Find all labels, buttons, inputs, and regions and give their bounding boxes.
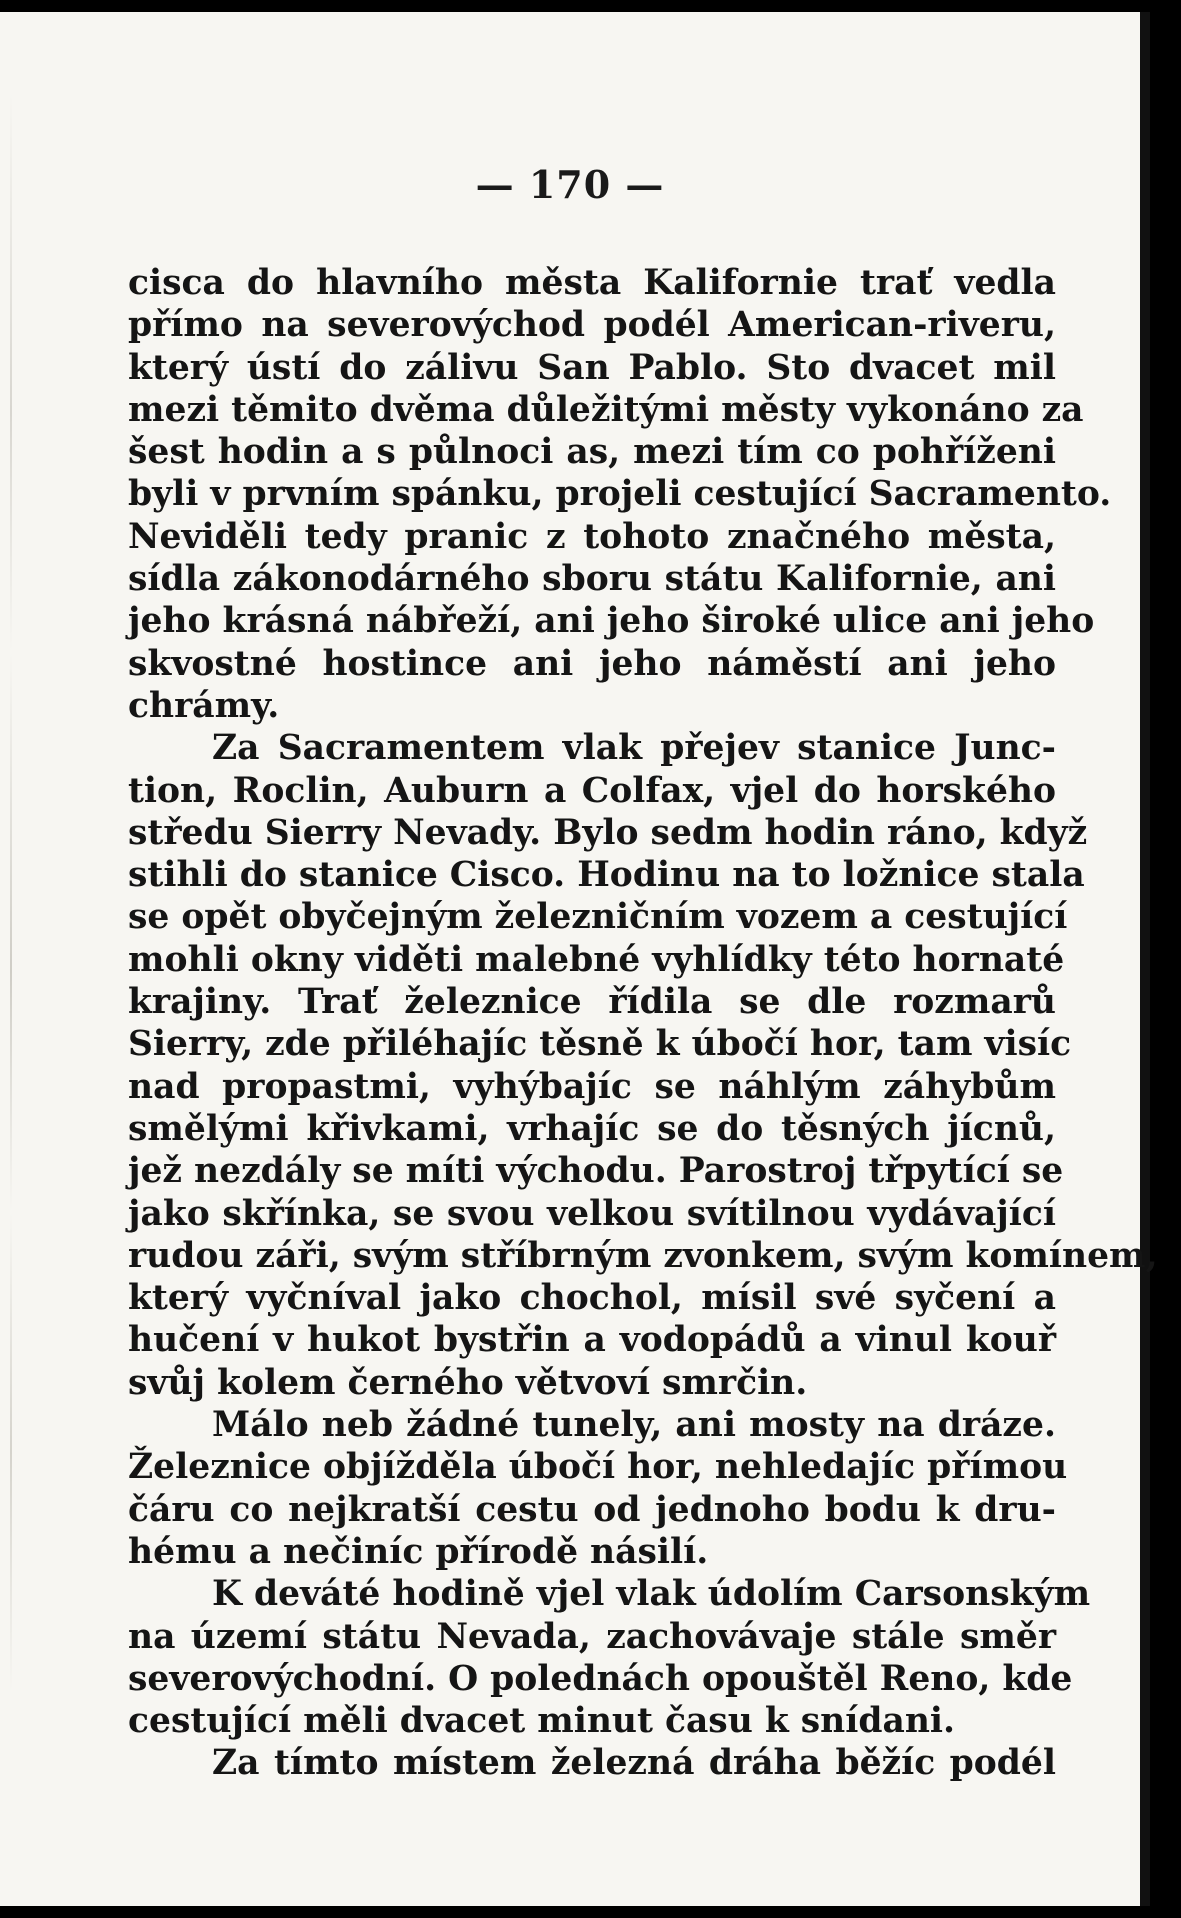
text-line: na území státu Nevada, zachovávaje stále směr xyxy=(128,1616,1056,1657)
text-line: krajiny. Trať železnice řídila se dle rozmarů xyxy=(128,982,1056,1023)
text-line: svůj kolem černého větvoví smrčin. xyxy=(128,1362,808,1403)
text-line: hučení v hukot bystřin a vodopádů a vinul kouř xyxy=(128,1320,1056,1361)
text-line: čáru co nejkratší cestu od jednoho bodu k dru- xyxy=(128,1489,1056,1530)
page-number: — 170 — xyxy=(475,162,665,207)
text-line: chrámy. xyxy=(128,685,280,726)
text-line: mohli okny viděti malebné vyhlídky této hornaté xyxy=(128,939,1065,980)
text-line: středu Sierry Nevady. Bylo sedm hodin ráno, když xyxy=(128,812,1088,853)
text-line: byli v prvním spánku, projeli cestující Sacramento. xyxy=(128,474,1112,515)
text-line: šest hodin a s půlnoci as, mezi tím co pohříženi xyxy=(128,432,1056,473)
text-line: smělými křivkami, vrhajíc se do těsných jícnů, xyxy=(128,1108,1056,1149)
text-line: hému a nečiníc přírodě násilí. xyxy=(128,1531,709,1572)
text-line: jež nezdály se míti východu. Parostroj třpytící se xyxy=(128,1151,1064,1192)
text-line: tion, Roclin, Auburn a Colfax, vjel do horského xyxy=(128,770,1056,811)
text-line: cestující měli dvacet minut času k snídani. xyxy=(128,1701,956,1742)
text-line: jeho krásná nábřeží, ani jeho široké ulice ani jeho xyxy=(128,601,1095,642)
text-line: který vyčníval jako chochol, mísil své syčení a xyxy=(128,1278,1056,1319)
text-line: který ústí do zálivu San Pablo. Sto dvacet mil xyxy=(128,347,1056,388)
text-line: přímo na severovýchod podél American-riveru, xyxy=(128,305,1056,346)
book-page xyxy=(0,12,1158,1906)
text-line: mezi těmito dvěma důležitými městy vykonáno za xyxy=(128,389,1084,430)
paragraph-3 xyxy=(128,1404,1068,1573)
paragraph-4 xyxy=(128,1573,1091,1742)
text-line: Sierry, zde přiléhajíc těsně k úbočí hor, tam visíc xyxy=(128,1024,1072,1065)
text-line: rudou záři, svým stříbrným zvonkem, svým komínem, xyxy=(128,1235,1158,1276)
text-line: skvostné hostince ani jeho náměstí ani jeho xyxy=(128,643,1056,684)
text-line: Neviděli tedy pranic z tohoto značného města, xyxy=(128,516,1056,557)
text-line: severovýchodní. O polednách opouštěl Reno, kde xyxy=(128,1658,1073,1699)
text-line: nad propastmi, vyhýbajíc se náhlým záhybům xyxy=(128,1066,1056,1107)
text-line: cisca do hlavního města Kalifornie trať vedla xyxy=(128,263,1056,303)
text-line: stihli do stanice Cisco. Hodinu na to ložnice stala xyxy=(128,855,1085,896)
body-text xyxy=(128,262,1158,1785)
text-line: Za Sacramentem vlak přejev stanice Junc- xyxy=(212,728,1056,769)
paragraph-2 xyxy=(128,727,1158,1404)
page-edge-shadow xyxy=(10,92,12,1692)
paragraph-1 xyxy=(128,262,1112,727)
text-line: se opět obyčejným železničním vozem a cestující xyxy=(128,897,1068,938)
text-line: K deváté hodině vjel vlak údolím Carsonským xyxy=(212,1574,1091,1615)
text-line: sídla zákonodárného sboru státu Kalifornie, ani xyxy=(128,559,1056,600)
text-line: Málo neb žádné tunely, ani mosty na dráze. xyxy=(212,1405,1056,1446)
text-line: Za tímto místem železná dráha běžíc podél xyxy=(212,1743,1056,1784)
text-line: jako skřínka, se svou velkou svítilnou vydávající xyxy=(128,1193,1056,1234)
paragraph-5 xyxy=(128,1742,1056,1784)
text-line: Železnice objížděla úbočí hor, nehledajíc přímou xyxy=(128,1447,1068,1488)
